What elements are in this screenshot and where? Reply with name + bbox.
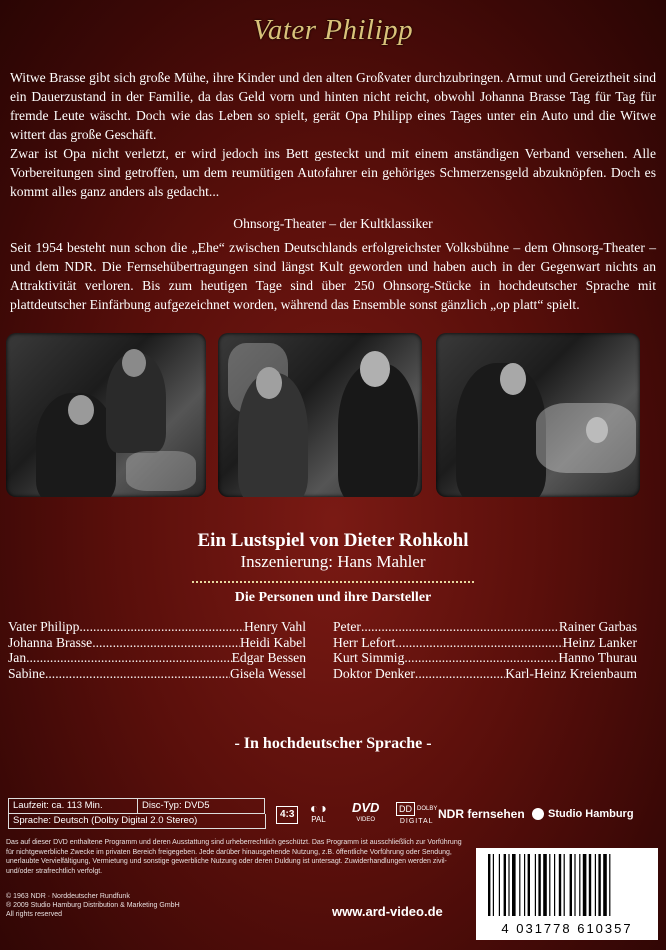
cast-row [333,650,637,666]
barcode [476,848,658,940]
studio-hamburg-icon [532,808,544,820]
synopsis [10,68,656,201]
language-spec: Sprache: Deutsch (Dolby Digital 2.0 Stereo) [8,814,266,829]
role-name: Vater Philipp [8,619,80,634]
subhead: Ohnsorg-Theater – der Kultklassiker [233,216,433,231]
website-link[interactable]: www.ard-video.de [332,904,443,919]
still-image [218,333,422,497]
actor-name: Heidi Kabel [239,634,306,650]
ndr-fernsehen-logo: NDR fernsehen [438,807,525,821]
copyright [6,892,306,919]
legal-notice: Das auf dieser DVD enthaltene Programm und deren Ausstattung sind urheberrechtlich geschützt. Das Programm ist ausschließlich zur Vorführung für nichtgewerbliche Zwecke im privaten Bereich freigegeben. Jede darüber hinausgehende Nutzung, z.B. öffentliche Vorführung oder Sendung, unerlaubte Vervielfältigung, Vermietung und sonstige gewerbliche Nutzung oder deren Duldung ist untersagt. Zuwiderhandlungen werden zivil- und/oder strafrechtlich verfolgt. [6,839,462,875]
barcode-bars [488,854,646,916]
dolby-double-d-icon: DD [396,802,415,816]
cast-row [8,635,306,651]
language-note: - In hochdeutscher Sprache - [234,735,432,752]
cast-row [333,666,637,682]
specs-table [8,798,266,829]
copyright-line: © 1963 NDR · Norddeutscher Rundfunk [6,893,130,900]
dotted-divider [192,581,474,583]
role-name: Johanna Brasse [8,634,93,650]
copyright-line: All rights reserved [6,911,63,918]
logo-strip [276,802,660,828]
studio-hamburg-logo: Studio Hamburg [532,808,634,820]
copyright-line: ® 2009 Studio Hamburg Distribution & Marketing GmbH [6,902,180,909]
cast-list-left [8,619,306,681]
role-name: Peter [333,619,361,634]
cast-row [333,635,637,651]
role-name: Doktor Denker [333,665,415,681]
actor-name: Heinz Lanker [562,634,637,650]
role-name: Sabine [8,665,45,681]
actor-name: Henry Vahl [243,619,306,634]
actor-name: Hanno Thurau [558,650,637,665]
dolby-digital-logo: DD DOLBY DIGITAL [396,802,437,828]
aspect-ratio-logo: 4:3 [276,806,298,824]
title: Vater Philipp [252,14,414,46]
pal-logo: ◐◑ PAL [310,800,327,824]
still-image [436,333,640,497]
about-text: Seit 1954 besteht nun schon die „Ehe“ zwischen Deutschlands erfolgreichster Volksbühne – dem Ohnsorg-Theater – und dem NDR. Die Fernsehübertragungen sind längst Kult geworden und haben auch in der Gegenwart nichts an Attraktivität verloren. Bis zum heutigen Tage sind über 250 Ohnsorg-Stücke in hochdeutscher Sprache mit plattdeutscher Einfärbung aufgezeichnet worden, während das Ensemble sonst gänzlich „op platt“ spielt. [10,240,656,312]
cast-list-right [333,619,637,681]
direction-credit: Inszenierung: Hans Mahler [240,552,426,571]
disc-type: Disc-Typ: DVD5 [138,798,265,814]
runtime: Laufzeit: ca. 113 Min. [8,798,138,814]
cast-row [8,650,306,666]
role-name: Kurt Simmig [333,650,405,665]
role-name: Jan [8,650,27,665]
synopsis-paragraph: Witwe Brasse gibt sich große Mühe, ihre Kinder und den alten Großvater durchzubringen. Armut und Gereiztheit sind ein Dauerzustand in der Familie, da das Geld vorn und hinten nicht reicht, obwohl Johanna Brasse Tag für Tag für fremde Leute wäscht. Doch wie das Leben so spielt, gerät Opa Philipp eines Tages unter ein Auto und die Witwe wittert das große Geschäft. [10,70,656,142]
barcode-number: 4 031778 610357 [501,921,633,936]
disc-icon: ◐◑ [310,800,327,816]
role-name: Herr Lefort [333,634,396,650]
cast-title: Die Personen und ihre Darsteller [234,590,432,605]
synopsis-paragraph: Zwar ist Opa nicht verletzt, er wird jedoch ins Bett gesteckt und mit einem anständigen Verband versehen. Alle Vorbereitungen sind getroffen, um dem reumütigen Autofahrer ein gehöriges Schmerzensgeld abzuknöpfen. Doch es kommt alles ganz anders als gedacht... [10,146,656,199]
cast-row [333,619,637,635]
cast-row [8,619,306,635]
film-stills [6,333,660,499]
still-image [6,333,206,497]
dvd-video-logo: DVD VIDEO [352,800,380,823]
actor-name: Gisela Wessel [229,665,306,681]
actor-name: Karl-Heinz Kreienbaum [505,665,637,681]
play-credit: Ein Lustspiel von Dieter Rohkohl [197,530,469,551]
cast-row [8,666,306,682]
actor-name: Rainer Garbas [558,619,637,634]
actor-name: Edgar Bessen [231,650,306,665]
